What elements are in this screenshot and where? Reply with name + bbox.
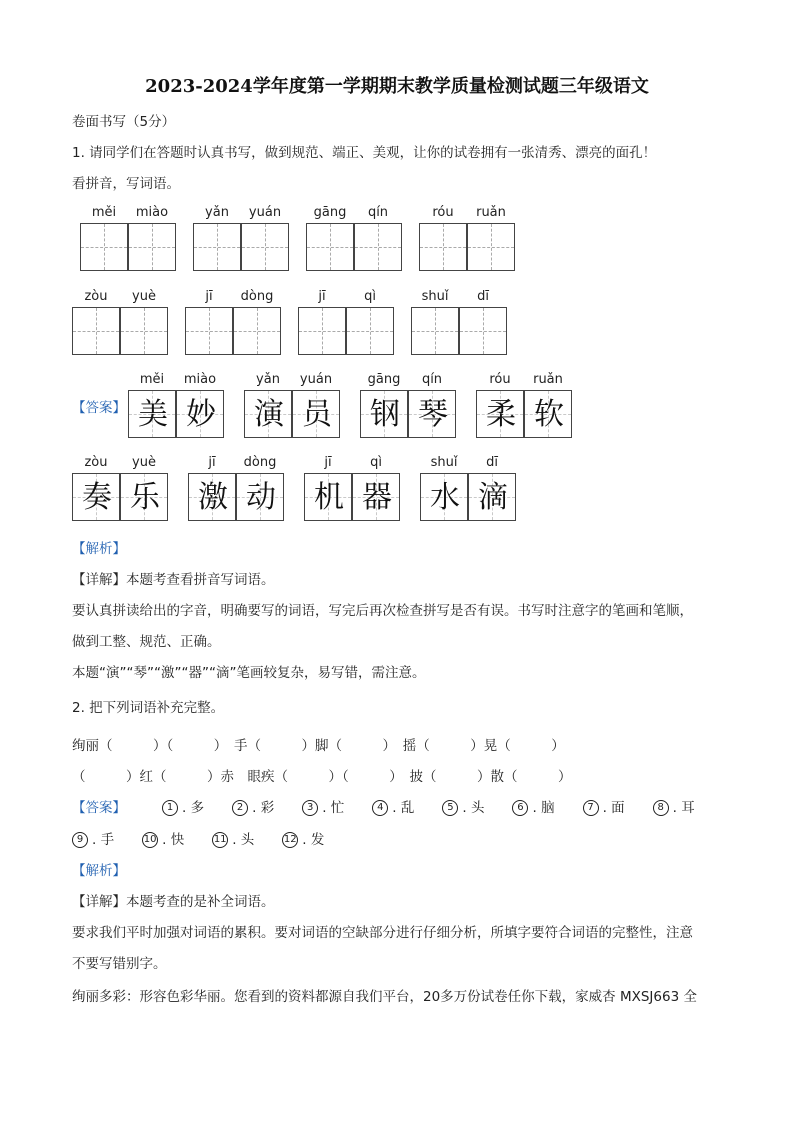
answer-character: 奏: [82, 480, 112, 515]
analysis-tag-2: 【解析】: [72, 863, 126, 879]
writing-box[interactable]: [233, 307, 281, 355]
pinyin-label: zòu: [84, 455, 108, 470]
answer-number: 11: [212, 832, 228, 848]
answer-character: 钢: [370, 397, 400, 432]
pinyin-label: qín: [367, 205, 389, 220]
pinyin-label: yǎn: [256, 372, 280, 387]
pinyin-label: jī: [318, 289, 326, 304]
answer-character: 乐: [130, 480, 160, 515]
q2-para-1a: 要求我们平时加强对词语的累积。要对词语的空缺部分进行仔细分析，所填字要符合词语的完整性，注意: [72, 925, 693, 941]
answer-character-box: [292, 390, 340, 438]
writing-box[interactable]: [185, 307, 233, 355]
answer-number: 6: [512, 800, 528, 816]
pinyin-label: qín: [421, 372, 443, 387]
answer-character-box: [468, 473, 516, 521]
answer-item: 5 . 头: [442, 796, 484, 816]
writing-box[interactable]: [354, 223, 402, 271]
writing-box[interactable]: [346, 307, 394, 355]
question-1-text: 1. 请同学们在答题时认真书写，做到规范、端正、美观，让你的试卷拥有一张清秀、漂亮的面孔！: [72, 145, 657, 161]
answer-character-box: [352, 473, 400, 521]
writing-box[interactable]: [120, 307, 168, 355]
answer-item: 9 . 手: [72, 828, 114, 848]
answer-character-box: [72, 473, 120, 521]
answer-item: 4 . 乱: [372, 796, 414, 816]
answer-character: 妙: [186, 397, 216, 432]
q2-answers-row-2: [72, 828, 352, 848]
answer-number: 7: [583, 800, 599, 816]
writing-box[interactable]: [419, 223, 467, 271]
answer-value: 发: [310, 832, 325, 848]
pinyin-label: yuán: [248, 205, 282, 220]
q2-detail: 【详解】本题考查的是补全词语。: [72, 894, 275, 910]
q2-answers-row-1: [162, 796, 723, 816]
pinyin-label: jī: [208, 455, 216, 470]
q1-para-1b: 做到工整、规范、正确。: [72, 634, 221, 650]
writing-box[interactable]: [306, 223, 354, 271]
answer-value: 头: [470, 800, 485, 816]
pinyin-label: yuè: [132, 289, 156, 304]
pinyin-label: qì: [370, 455, 382, 470]
page-title: 2023-2024学年度第一学期期末教学质量检测试题三年级语文: [145, 76, 649, 97]
answer-character-box: [236, 473, 284, 521]
pinyin-label: jī: [205, 289, 213, 304]
answer-character: 激: [198, 480, 228, 515]
answer-character-box: [188, 473, 236, 521]
answer-item: 3 . 忙: [302, 796, 344, 816]
answer-character-box: [304, 473, 352, 521]
pinyin-label: dī: [486, 455, 498, 470]
answer-value: 快: [170, 832, 185, 848]
pinyin-label: róu: [432, 205, 454, 220]
pinyin-label: shuǐ: [430, 455, 458, 470]
question-2-text: 2. 把下列词语补充完整。: [72, 700, 225, 716]
answer-character-box: [476, 390, 524, 438]
answer-item: 1 . 多: [162, 796, 204, 816]
answer-character: 演: [254, 397, 284, 432]
q1-para-2: 本题“演”“琴”“激”“器”“滴”笔画较复杂，易写错，需注意。: [72, 665, 426, 681]
answer-number: 8: [653, 800, 669, 816]
pinyin-label: dī: [477, 289, 489, 304]
writing-box[interactable]: [459, 307, 507, 355]
answer-value: 面: [611, 800, 625, 816]
answer-character-box: [176, 390, 224, 438]
answer-character: 器: [362, 480, 392, 515]
q1-detail: 【详解】本题考查看拼音写词语。: [72, 572, 275, 588]
writing-box[interactable]: [241, 223, 289, 271]
answer-value: 头: [240, 832, 255, 848]
writing-box[interactable]: [72, 307, 120, 355]
answer-item: 6 . 脑: [512, 796, 554, 816]
answer-item: 11 . 头: [213, 832, 255, 848]
pinyin-label: ruǎn: [476, 205, 506, 220]
pinyin-label: gāng: [367, 372, 401, 387]
answer-character: 软: [534, 397, 564, 432]
answer-character-box: [420, 473, 468, 521]
answer-number: 1: [162, 800, 178, 816]
answer-number: 3: [302, 800, 318, 816]
pinyin-label: dòng: [243, 455, 277, 470]
answer-number: 4: [372, 800, 388, 816]
answer-character-box: [128, 390, 176, 438]
answer-value: 忙: [330, 800, 345, 816]
answer-item: 8 . 耳: [653, 796, 695, 816]
writing-box[interactable]: [298, 307, 346, 355]
answer-number: 10: [142, 832, 158, 848]
writing-box[interactable]: [80, 223, 128, 271]
answer-character: 机: [314, 480, 344, 515]
pinyin-label: miào: [135, 205, 169, 220]
answer-number: 12: [282, 832, 298, 848]
writing-box[interactable]: [467, 223, 515, 271]
answer-item: 12 . 发: [283, 832, 325, 848]
answer-value: 多: [190, 800, 205, 816]
pinyin-label: gāng: [313, 205, 347, 220]
pinyin-label: yuè: [132, 455, 156, 470]
answer-number: 9: [72, 832, 88, 848]
q1-para-1a: 要认真拼读给出的字音，明确要写的词语，写完后再次检查拼写是否有误。书写时注意字的笔画和笔顺，: [72, 603, 693, 619]
answer-character: 柔: [486, 397, 516, 432]
pinyin-label: měi: [139, 372, 165, 387]
pinyin-label: zòu: [84, 289, 108, 304]
pinyin-label: yǎn: [205, 205, 229, 220]
answer-tag-1: 【答案】: [72, 400, 126, 416]
pinyin-label: miào: [183, 372, 217, 387]
writing-box[interactable]: [193, 223, 241, 271]
answer-number: 5: [442, 800, 458, 816]
answer-value: 乱: [400, 800, 415, 816]
answer-character: 动: [246, 480, 276, 515]
answer-item: 7 . 面: [583, 796, 625, 816]
writing-box[interactable]: [411, 307, 459, 355]
answer-character: 滴: [478, 480, 508, 515]
answer-character-box: [408, 390, 456, 438]
answer-character-box: [244, 390, 292, 438]
answer-value: 彩: [260, 800, 275, 816]
section-heading: 卷面书写（5分）: [72, 114, 176, 130]
answer-number: 2: [232, 800, 248, 816]
q2-para-2: 绚丽多彩：形容色彩华丽。您看到的资料都源自我们平台，20多万份试卷任你下载，家威杏 MXSJ663 全: [72, 989, 697, 1005]
pinyin-label: yuán: [299, 372, 333, 387]
answer-tag-2: 【答案】: [72, 800, 126, 816]
answer-character: 水: [430, 480, 460, 515]
answer-value: 耳: [681, 800, 695, 816]
pinyin-label: qì: [364, 289, 376, 304]
answer-character-box: [524, 390, 572, 438]
answer-character-box: [360, 390, 408, 438]
answer-character-box: [120, 473, 168, 521]
answer-character: 员: [302, 397, 332, 432]
pinyin-label: měi: [91, 205, 117, 220]
answer-value: 手: [100, 832, 115, 848]
pinyin-label: jī: [324, 455, 332, 470]
pinyin-label: róu: [489, 372, 511, 387]
question-2-line-1: 绚丽（ ）（ ） 手（ ）脚（ ） 摇（ ）晃（ ）: [72, 738, 565, 754]
question-2-line-2: （ ）红（ ）赤 眼疾（ ）（ ） 披（ ）散（ ）: [72, 769, 572, 785]
question-1-instruction: 看拼音，写词语。: [72, 176, 180, 192]
writing-box[interactable]: [128, 223, 176, 271]
analysis-tag-1: 【解析】: [72, 541, 126, 557]
answer-value: 脑: [541, 800, 555, 816]
answer-item: 2 . 彩: [232, 796, 274, 816]
pinyin-label: dòng: [240, 289, 274, 304]
pinyin-label: shuǐ: [421, 289, 449, 304]
answer-character: 美: [138, 397, 168, 432]
answer-character: 琴: [418, 397, 448, 432]
pinyin-label: ruǎn: [533, 372, 563, 387]
answer-item: 10 . 快: [143, 832, 185, 848]
q2-para-1b: 不要写错别字。: [72, 956, 167, 972]
